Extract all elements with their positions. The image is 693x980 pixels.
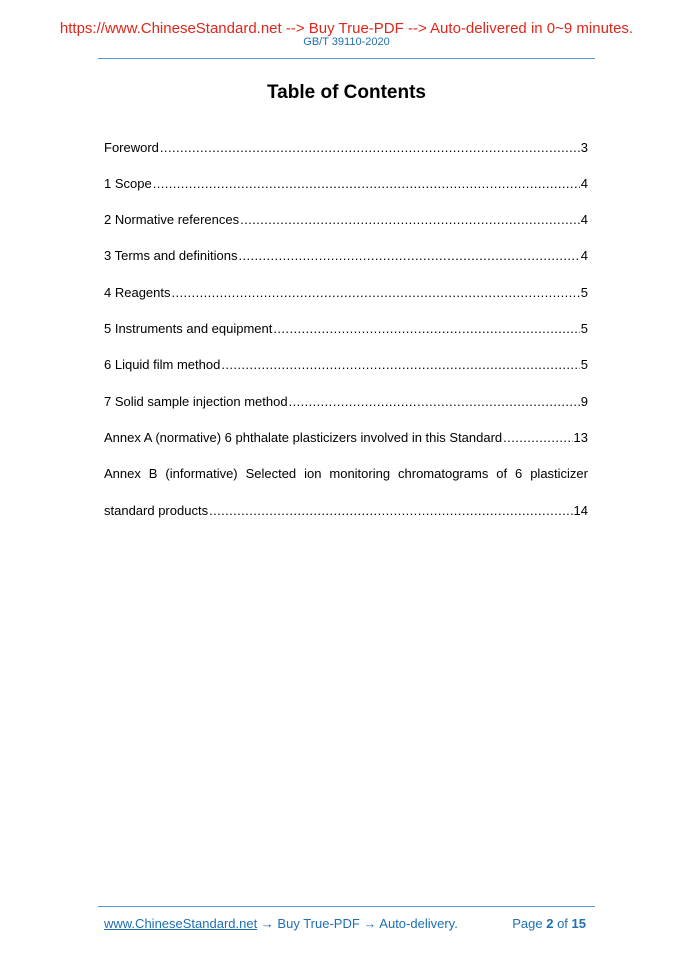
toc-entry-instruments[interactable] bbox=[104, 319, 588, 337]
page-footer bbox=[104, 916, 586, 932]
toc-entry-liquid-film-method[interactable] bbox=[104, 355, 588, 373]
toc-dot-leader bbox=[209, 503, 572, 519]
toc-dot-leader bbox=[289, 394, 580, 410]
standard-code: GB/T 39110-2020 bbox=[303, 36, 390, 48]
toc-dot-leader bbox=[160, 140, 580, 156]
toc-dot-leader bbox=[172, 285, 580, 301]
toc-entry-page: 4 bbox=[580, 212, 588, 227]
toc-entry-foreword[interactable] bbox=[104, 138, 588, 156]
toc-entry-annex-a[interactable] bbox=[104, 428, 588, 446]
toc-entry-title: 4 Reagents bbox=[104, 285, 171, 300]
header-banner[interactable]: https://www.ChineseStandard.net --> Buy True-PDF --> Auto-delivered in 0~9 minutes. bbox=[59, 20, 634, 37]
toc-entry-title: 1 Scope bbox=[104, 176, 152, 191]
toc-entry-page: 5 bbox=[580, 321, 588, 336]
toc-entry-page: 14 bbox=[573, 503, 588, 518]
page-total: 15 bbox=[571, 916, 586, 931]
toc-dot-leader bbox=[503, 430, 572, 446]
toc-entry-normative-references[interactable] bbox=[104, 210, 588, 228]
toc-entry-title: 7 Solid sample injection method bbox=[104, 394, 288, 409]
toc-entry-title: Foreword bbox=[104, 140, 159, 155]
toc-entry-reagents[interactable] bbox=[104, 283, 588, 301]
toc-dot-leader bbox=[273, 321, 579, 337]
toc-entry-title: standard products bbox=[104, 503, 209, 518]
header-divider bbox=[98, 58, 595, 59]
toc-entry-page: 9 bbox=[580, 394, 588, 409]
toc-entry-title: 5 Instruments and equipment bbox=[104, 321, 273, 336]
toc-entry-title: 6 Liquid film method bbox=[104, 357, 221, 372]
footer-links-text: → Buy True-PDF → Auto-delivery. bbox=[257, 916, 458, 931]
page-current: 2 bbox=[546, 916, 554, 931]
page-of: of bbox=[557, 916, 568, 931]
toc-entry-annex-b[interactable] bbox=[104, 501, 588, 519]
toc-entry-title: 2 Normative references bbox=[104, 212, 240, 227]
toc-entry-page: 5 bbox=[580, 285, 588, 300]
toc-dot-leader bbox=[221, 357, 579, 373]
toc-entry-terms-and-definitions[interactable] bbox=[104, 246, 588, 264]
toc-entry-annex-b-line1[interactable]: Annex B (informative) Selected ion monitoring chromatograms of 6 plasticizer bbox=[104, 466, 588, 481]
toc-entry-title: 3 Terms and definitions bbox=[104, 248, 238, 263]
toc-entry-page: 13 bbox=[573, 430, 588, 445]
footer-divider bbox=[98, 906, 595, 907]
page-number bbox=[512, 916, 586, 932]
toc-entry-title: Annex A (normative) 6 phthalate plasticizers involved in this Standard bbox=[104, 430, 503, 445]
toc-dot-leader bbox=[238, 248, 579, 264]
footer-site-link[interactable]: www.ChineseStandard.net bbox=[104, 916, 258, 931]
toc-dot-leader bbox=[153, 176, 580, 192]
page-title: Table of Contents bbox=[266, 82, 427, 103]
toc-entry-scope[interactable] bbox=[104, 174, 588, 192]
page-label: Page bbox=[512, 916, 543, 931]
toc-entry-page: 5 bbox=[580, 357, 588, 372]
toc-entry-page: 4 bbox=[580, 248, 588, 263]
toc-entry-solid-sample-injection[interactable] bbox=[104, 392, 588, 410]
toc-dot-leader bbox=[240, 212, 580, 228]
toc-entry-page: 3 bbox=[580, 140, 588, 155]
toc-entry-page: 4 bbox=[580, 176, 588, 191]
